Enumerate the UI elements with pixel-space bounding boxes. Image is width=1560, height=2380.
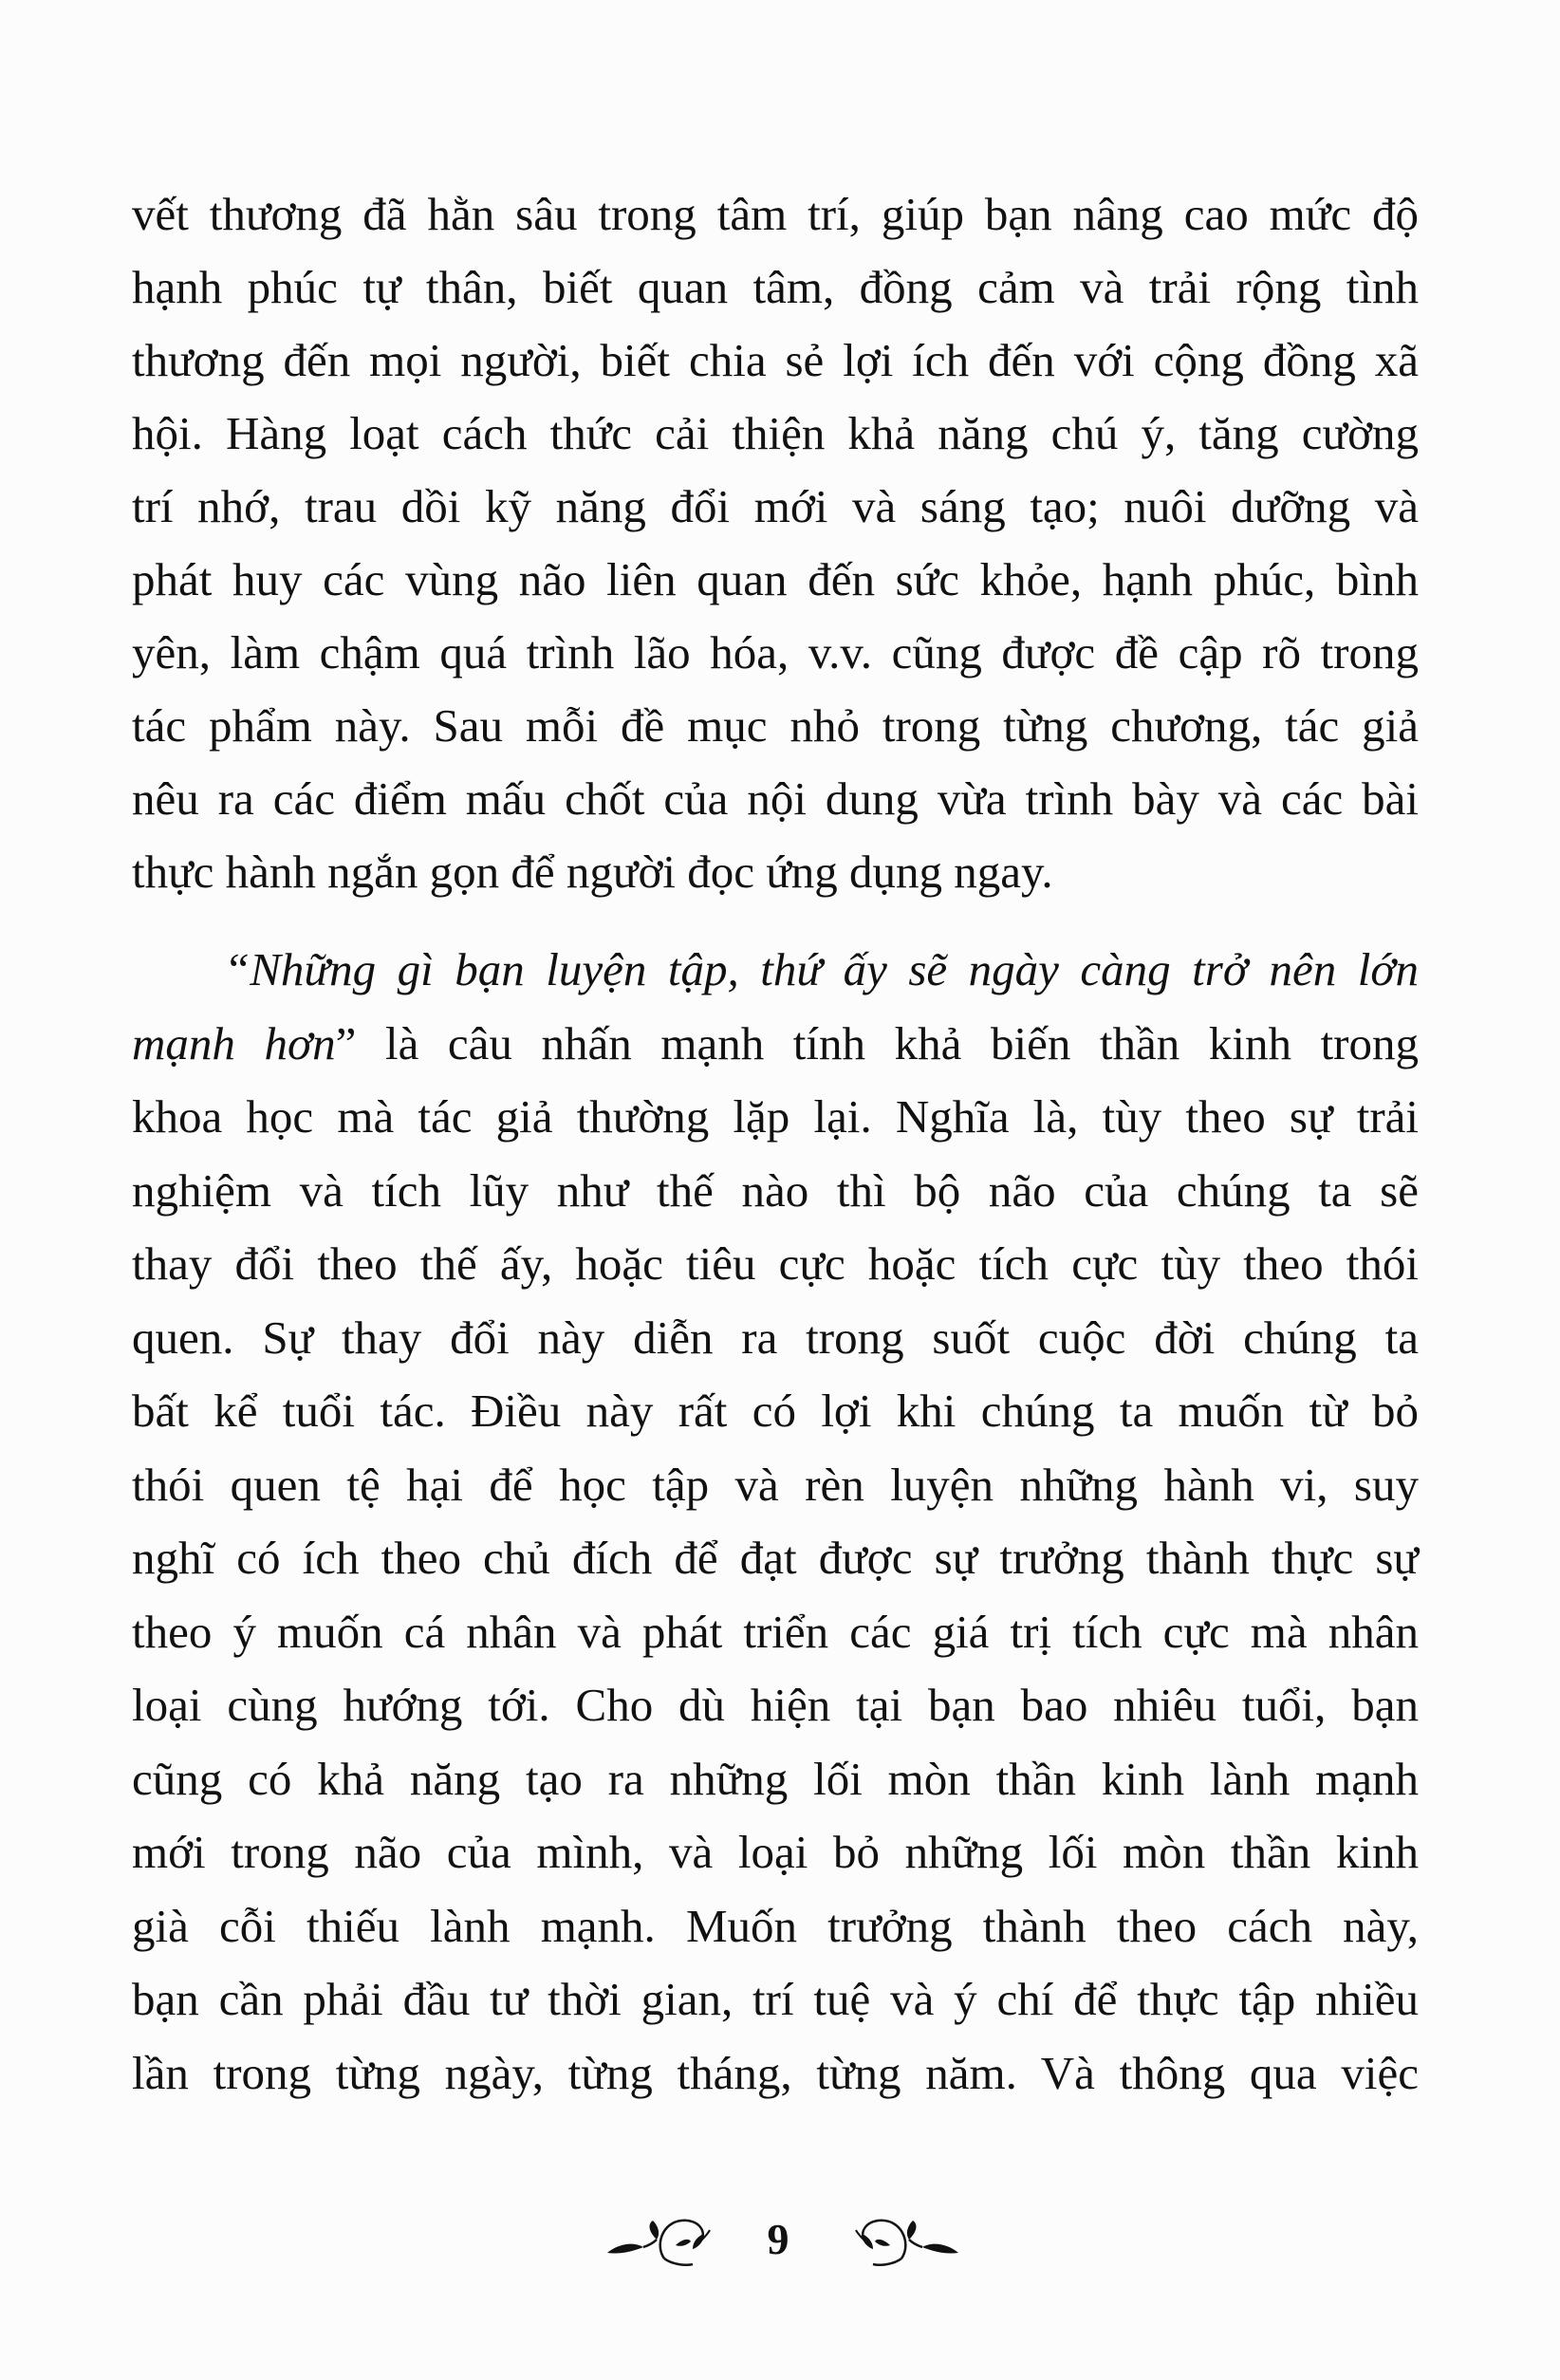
text-line: khoa học mà tác giả thường lặp lại. Nghĩa là, tùy theo sự trải [132, 1090, 1419, 1143]
text-line: vết thương đã hằn sâu trong tâm trí, giúp bạn nâng cao mức độ [132, 188, 1419, 240]
text-line: bạn cần phải đầu tư thời gian, trí tuệ và ý chí để thực tập nhiều [132, 1973, 1419, 2025]
floral-ornament-left-icon [605, 2217, 712, 2268]
text-line: thương đến mọi người, biết chia sẻ lợi ích đến với cộng đồng xã [132, 334, 1419, 386]
text-line: mới trong não của mình, và loại bỏ những lối mòn thần kinh [132, 1826, 1419, 1878]
text-line: lần trong từng ngày, từng tháng, từng năm. Và thông qua việc [132, 2047, 1419, 2099]
text-line: già cỗi thiếu lành mạnh. Muốn trưởng thành theo cách này, [132, 1900, 1419, 1952]
text-line: yên, làm chậm quá trình lão hóa, v.v. cũng được đề cập rõ trong [132, 626, 1419, 679]
text-line: thói quen tệ hại để học tập và rèn luyện những hành vi, suy [132, 1459, 1419, 1511]
page-number: 9 [767, 2215, 789, 2263]
text-line: theo ý muốn cá nhân và phát triển các giá trị tích cực mà nhân [132, 1606, 1419, 1658]
text-line: cũng có khả năng tạo ra những lối mòn thần kinh lành mạnh [132, 1753, 1419, 1805]
quote-italic: mạnh hơn [132, 1017, 336, 1069]
floral-ornament-right-icon [854, 2217, 960, 2268]
text-line: thay đổi theo thế ấy, hoặc tiêu cực hoặc tích cực tùy theo thói [132, 1237, 1419, 1290]
text-line [132, 1015, 1419, 1072]
text-line: nêu ra các điểm mấu chốt của nội dung vừa trình bày và các bài [132, 772, 1419, 825]
text-line: loại cùng hướng tới. Cho dù hiện tại bạn bao nhiêu tuổi, bạn [132, 1679, 1419, 1731]
text-line: nghĩ có ích theo chủ đích để đạt được sự trưởng thành thực sự [132, 1532, 1419, 1584]
text-line: tác phẩm này. Sau mỗi đề mục nhỏ trong từng chương, tác giả [132, 699, 1419, 752]
text-line: thực hành ngắn gọn để người đọc ứng dụng ngay. [132, 846, 1053, 898]
text-line: hội. Hàng loạt cách thức cải thiện khả năng chú ý, tăng cường [132, 407, 1419, 459]
text-line: trí nhớ, trau dồi kỹ năng đổi mới và sáng tạo; nuôi dưỡng và [132, 480, 1419, 532]
text-line: nghiệm và tích lũy như thế nào thì bộ não của chúng ta sẽ [132, 1164, 1419, 1217]
quote-line: “Những gì bạn luyện tập, thứ ấy sẽ ngày càng trở nên lớn [224, 943, 1419, 995]
text-line: bất kể tuổi tác. Điều này rất có lợi khi chúng ta muốn từ bỏ [132, 1385, 1419, 1437]
text-line: phát huy các vùng não liên quan đến sức khỏe, hạnh phúc, bình [132, 553, 1419, 605]
text-line: hạnh phúc tự thân, biết quan tâm, đồng cảm và trải rộng tình [132, 261, 1419, 313]
text-line: quen. Sự thay đổi này diễn ra trong suốt cuộc đời chúng ta [132, 1311, 1419, 1364]
quote-rest: ” là câu nhấn mạnh tính khả biến thần kinh trong [335, 1017, 1419, 1069]
